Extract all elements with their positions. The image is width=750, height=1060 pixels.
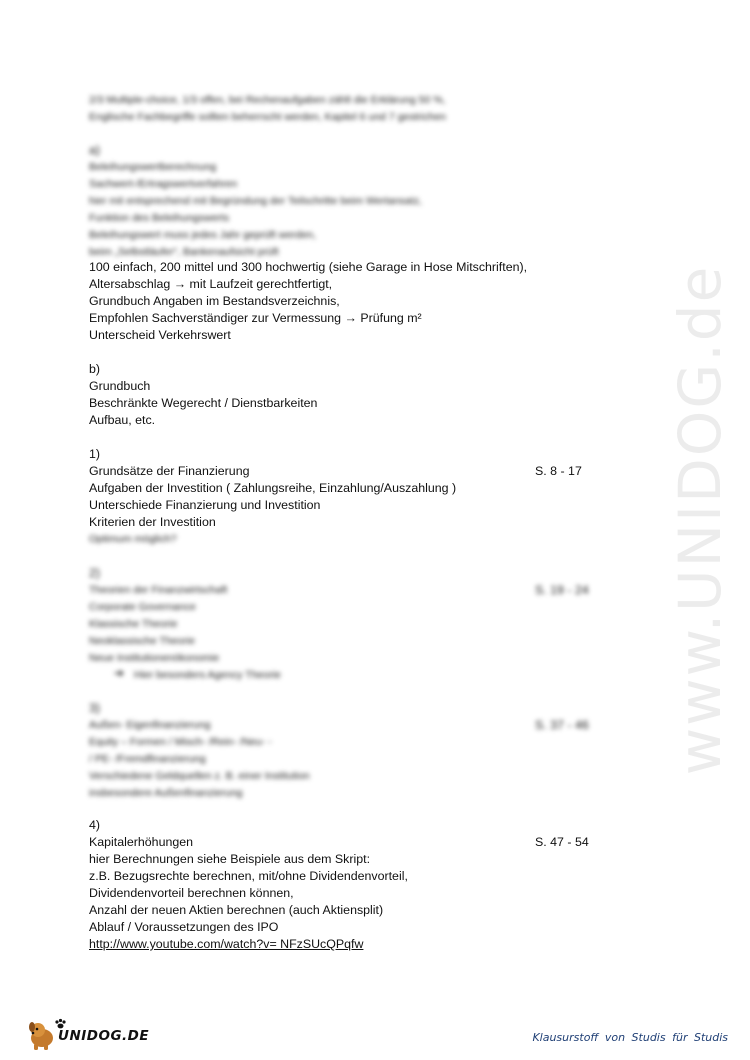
section-3-line-4: Verschiedene Geldquellen z. B. einer Institution <box>89 770 310 782</box>
section-b-line-2: Beschränkte Wegerecht / Dienstbarkeiten <box>89 396 318 410</box>
section-3-heading: 3) <box>89 701 101 715</box>
section-a-blurred-6: beim „Selbstläufer“, Bankenaufsicht prüft <box>89 246 279 258</box>
intro-line-1: 2/3 Multiple-choice, 1/3 offen, bei Rechenaufgaben zählt die Erklärung 50 %, <box>89 94 446 106</box>
section-a-line-4: Empfohlen Sachverständiger zur Vermessung → Prüfung m² <box>89 311 422 325</box>
intro-line-2: Englische Fachbegriffe sollten beherrscht werden, Kapitel 6 und 7 gestrichen <box>89 111 447 123</box>
section-1-blurred-1: Optimum möglich? <box>89 533 177 545</box>
section-4-line-5: Anzahl der neuen Aktien berechnen (auch Aktiensplit) <box>89 903 384 917</box>
section-a-line-1: 100 einfach, 200 mittel und 300 hochwertig (siehe Garage in Hose Mitschriften), <box>89 260 528 274</box>
section-4-line-6: Ablauf / Voraussetzungen des IPO <box>89 920 279 934</box>
section-1-page-ref: S. 8 - 17 <box>535 464 582 478</box>
section-1-line-4: Kriterien der Investition <box>89 515 216 529</box>
section-2-line-4: Neoklassische Theorie <box>89 635 196 647</box>
section-a-blurred-3: hier mit entsprechend mit Begründung der Teilschritte beim Wertansatz, <box>89 195 422 207</box>
section-a-blurred-5: Beleihungswert muss jedes Jahr geprüft werden, <box>89 229 317 241</box>
section-3-line-2: Equity – Formen / Misch- /Rein- /Neu- - <box>89 736 272 748</box>
section-2-line-3: Klassische Theorie <box>89 618 178 630</box>
section-4-line-4: Dividendenvorteil berechnen können, <box>89 886 294 900</box>
section-2-heading: 2) <box>89 566 101 580</box>
section-4-page-ref: S. 47 - 54 <box>535 835 589 849</box>
watermark: www.UNIDOG.de <box>666 264 734 776</box>
section-2-line-2: Corporate Governance <box>89 601 196 613</box>
section-a-line-5: Unterscheid Verkehrswert <box>89 328 231 342</box>
section-a-blurred-2: Sachwert-/Ertragswertverfahren <box>89 178 238 190</box>
section-2-bullet: Hier besonders Agency Theorie <box>134 669 281 681</box>
section-b-line-1: Grundbuch <box>89 379 151 393</box>
section-a-line-3: Grundbuch Angaben im Bestandsverzeichnis, <box>89 294 340 308</box>
section-1-line-2: Aufgaben der Investition ( Zahlungsreihe, Einzahlung/Auszahlung ) <box>89 481 457 495</box>
section-a-blurred-4: Funktion des Beleihungswerts <box>89 212 230 224</box>
section-1-line-3: Unterschiede Finanzierung und Investition <box>89 498 321 512</box>
section-b-heading: b) <box>89 362 101 376</box>
section-1-heading: 1) <box>89 447 101 461</box>
section-b-line-3: Aufbau, etc. <box>89 413 156 427</box>
youtube-link[interactable]: http://www.youtube.com/watch?v= NFzSUcQPqfw <box>89 937 364 951</box>
section-3-line-3: / PE- /Fremdfinanzierung <box>89 753 206 765</box>
section-a-blurred-1: Beleihungswertberechnung <box>89 161 217 173</box>
footer-logo-text: UNIDOG.DE <box>58 1028 150 1044</box>
section-2-line-5: Neue Institutionenökonomie <box>89 652 220 664</box>
section-3-page-ref: S. 37 - 46 <box>535 718 589 732</box>
section-4-line-3: z.B. Bezugsrechte berechnen, mit/ohne Dividendenvorteil, <box>89 869 408 883</box>
section-a-heading: a) <box>89 143 101 157</box>
arrow-bullet-icon: ➔ <box>114 666 125 680</box>
footer-tagline: Klausurstoff von Studis für Studis <box>532 1031 728 1044</box>
section-3-line-5: insbesondere Außenfinanzierung <box>89 787 243 799</box>
section-4-line-2: hier Berechnungen siehe Beispiele aus dem Skript: <box>89 852 371 866</box>
section-2-page-ref: S. 19 - 24 <box>535 583 589 597</box>
section-4-heading: 4) <box>89 818 101 832</box>
section-4-line-1: Kapitalerhöhungen <box>89 835 194 849</box>
section-2-line-1: Theorien der Finanzwirtschaft <box>89 584 228 596</box>
section-1-line-1: Grundsätze der Finanzierung <box>89 464 250 478</box>
section-a-line-2: Altersabschlag → mit Laufzeit gerechtfertigt, <box>89 277 333 291</box>
section-3-line-1: Außen- Eigenfinanzierung <box>89 719 211 731</box>
